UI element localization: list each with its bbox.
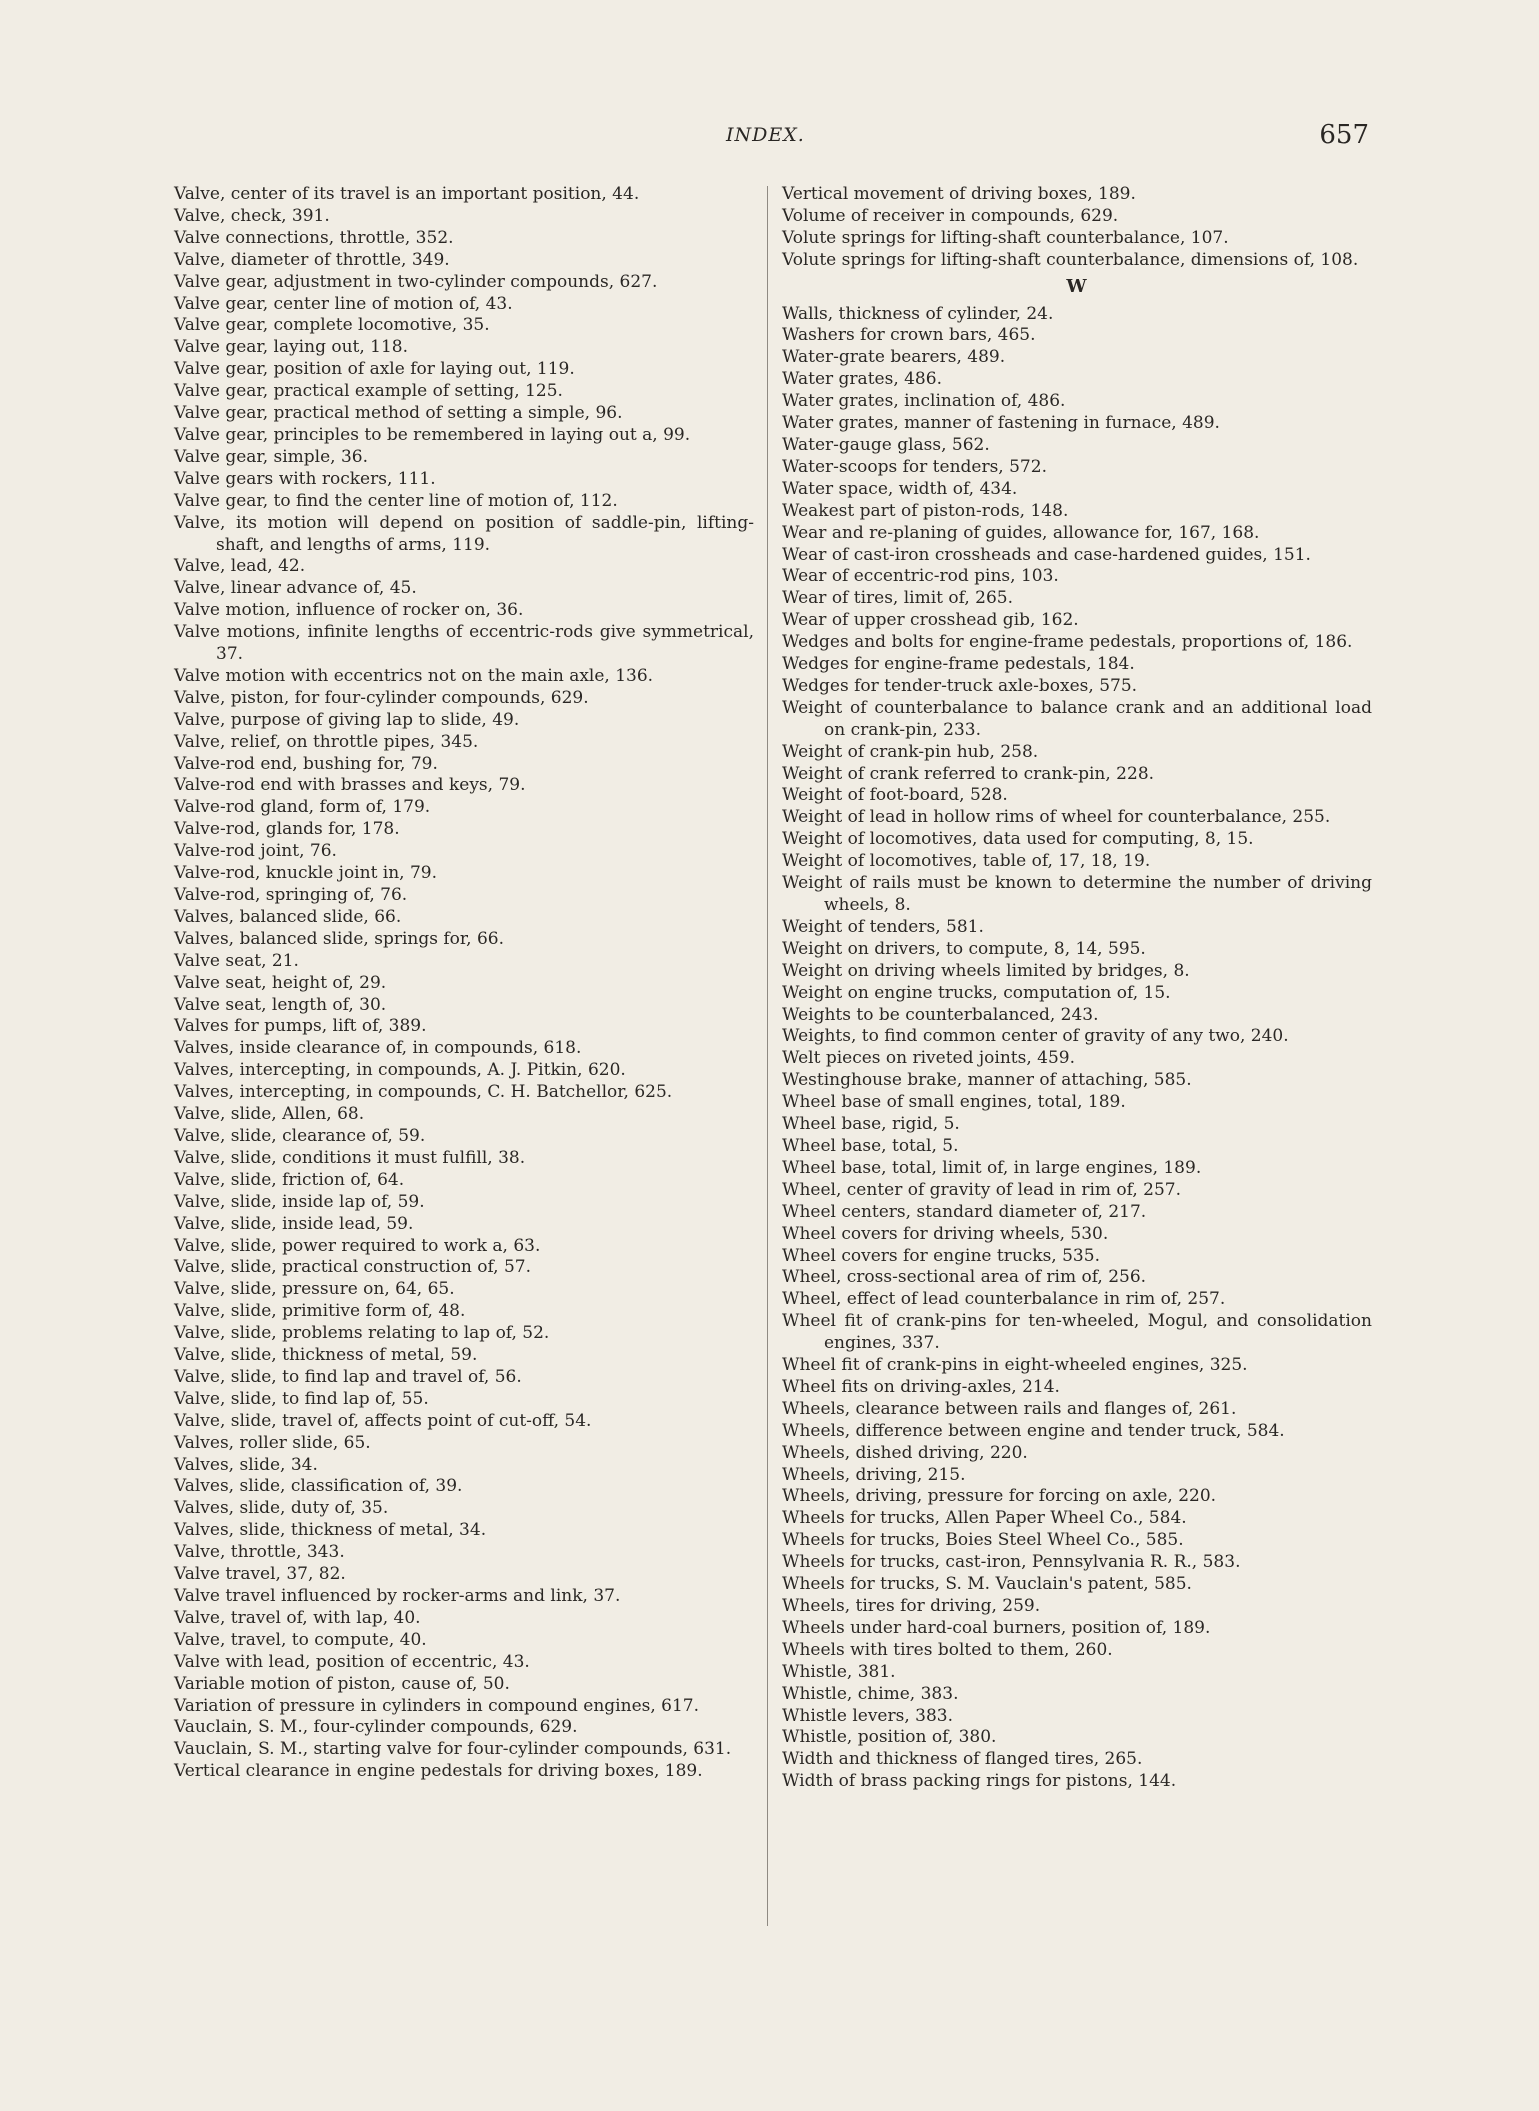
index-entry: Valve connections, throttle, 352. [174, 227, 454, 248]
index-entry: Valves, roller slide, 65. [174, 1432, 371, 1453]
index-entry: Vertical clearance in engine pedestals for driving boxes, 189. [174, 1761, 703, 1782]
index-entry: Wedges for tender-truck axle-boxes, 575. [782, 675, 1138, 696]
index-entry: Weights, to find common center of gravity of any two, 240. [782, 1026, 1289, 1047]
index-entry: Valve gears with rockers, 111. [174, 468, 436, 489]
index-entry: Wheels under hard-coal burners, position of, 189. [782, 1617, 1211, 1638]
index-entry: Vauclain, S. M., starting valve for four-cylinder compounds, 631. [174, 1739, 732, 1760]
page-number: 657 [1319, 120, 1369, 150]
index-entry: Wheel covers for driving wheels, 530. [782, 1223, 1109, 1244]
index-entry: Weight of counterbalance to balance crank and an additional load on crank-pin, 233. [782, 697, 1372, 740]
index-entry: Valve, diameter of throttle, 349. [174, 249, 450, 270]
index-entry: Volute springs for lifting-shaft counterbalance, dimensions of, 108. [782, 249, 1359, 270]
index-entry: Valves, intercepting, in compounds, A. J. Pitkin, 620. [174, 1060, 626, 1081]
index-entry: Valve, throttle, 343. [174, 1542, 345, 1563]
index-entry: Weight of locomotives, table of, 17, 18, 19. [782, 851, 1151, 872]
index-entry: Weight on drivers, to compute, 8, 14, 595. [782, 938, 1146, 959]
index-entry: Water grates, inclination of, 486. [782, 391, 1066, 412]
index-entry: Washers for crown bars, 465. [782, 325, 1036, 346]
index-entry: Water space, width of, 434. [782, 478, 1018, 499]
index-entry: Valve gear, practical method of setting a simple, 96. [174, 403, 623, 424]
index-entry: Valve-rod, knuckle joint in, 79. [174, 863, 438, 884]
index-entry: Valves for pumps, lift of, 389. [174, 1016, 427, 1037]
index-entry: Valves, slide, duty of, 35. [174, 1498, 389, 1519]
index-entry: Valve, relief, on throttle pipes, 345. [174, 731, 479, 752]
index-entry: Wheel base of small engines, total, 189. [782, 1092, 1126, 1113]
index-entry: Valve, slide, conditions it must fulfill, 38. [174, 1147, 526, 1168]
index-entry: Valve-rod end with brasses and keys, 79. [174, 775, 526, 796]
index-entry: Wheel, effect of lead counterbalance in rim of, 257. [782, 1289, 1226, 1310]
index-entry: Walls, thickness of cylinder, 24. [782, 303, 1054, 324]
index-entry: Valve, piston, for four-cylinder compounds, 629. [174, 687, 589, 708]
index-entry: Wheels for trucks, S. M. Vauclain's patent, 585. [782, 1574, 1192, 1595]
index-entry: Whistle, chime, 383. [782, 1683, 959, 1704]
index-entry: Weight of tenders, 581. [782, 916, 984, 937]
index-entry: Weight of crank referred to crank-pin, 228. [782, 763, 1155, 784]
index-entry: Valves, balanced slide, springs for, 66. [174, 928, 504, 949]
index-entry: Wheels, driving, 215. [782, 1464, 966, 1485]
index-entry: Valve, slide, problems relating to lap of, 52. [174, 1323, 550, 1344]
index-entry: Valve travel influenced by rocker-arms and link, 37. [174, 1586, 621, 1606]
index-entry: Wear of upper crosshead gib, 162. [782, 610, 1079, 631]
index-entry: Valve, lead, 42. [174, 556, 306, 577]
index-entry: Wheel base, total, 5. [782, 1135, 959, 1156]
index-entry: Valve with lead, position of eccentric, 43. [174, 1651, 530, 1672]
index-entry: Wheels, driving, pressure for forcing on axle, 220. [782, 1486, 1217, 1507]
index-entry: Vertical movement of driving boxes, 189. [782, 184, 1136, 204]
index-entry: Weight of locomotives, data used for computing, 8, 15. [782, 829, 1254, 850]
running-title: INDEX. [726, 124, 805, 146]
index-entry: Valve motion with eccentrics not on the main axle, 136. [174, 665, 654, 686]
index-entry: Weight on engine trucks, computation of, 15. [782, 982, 1171, 1003]
index-entry: Water grates, manner of fastening in furnace, 489. [782, 413, 1220, 434]
index-entry: Valve, slide, inside lap of, 59. [174, 1191, 425, 1212]
index-entry: Valve-rod, springing of, 76. [174, 885, 408, 905]
index-column-left [174, 184, 754, 1783]
index-entry: Weights to be counterbalanced, 243. [782, 1004, 1099, 1025]
index-entry: Wear of cast-iron crossheads and case-hardened guides, 151. [782, 544, 1311, 565]
index-entry: Weight of foot-board, 528. [782, 785, 1008, 806]
index-entry: Valve, its motion will depend on position of saddle-pin, lifting-shaft, and lengths of arms, 119. [174, 512, 754, 555]
index-group-w [782, 304, 1372, 1794]
index-entry: Valve motions, infinite lengths of eccentric-rods give symmetrical, 37. [174, 622, 754, 665]
index-entry: Valve gear, laying out, 118. [174, 337, 409, 358]
index-entry: Wheel fit of crank-pins for ten-wheeled, Mogul, and consolidation engines, 337. [782, 1311, 1372, 1354]
index-entry: Wheels for trucks, Allen Paper Wheel Co., 584. [782, 1508, 1187, 1529]
index-entry: Valve gear, complete locomotive, 35. [174, 315, 490, 336]
index-entry: Valve, slide, pressure on, 64, 65. [174, 1279, 455, 1300]
index-entry: Vauclain, S. M., four-cylinder compounds, 629. [174, 1717, 578, 1738]
index-entry: Weight of lead in hollow rims of wheel for counterbalance, 255. [782, 807, 1331, 828]
index-entry: Wheel base, total, limit of, in large engines, 189. [782, 1157, 1202, 1178]
index-entry: Valve, slide, Allen, 68. [174, 1104, 365, 1125]
index-entry: Valve-rod, glands for, 178. [174, 819, 400, 840]
index-entry: Wheels, clearance between rails and flanges of, 261. [782, 1398, 1237, 1419]
index-entry: Wheel fits on driving-axles, 214. [782, 1376, 1060, 1397]
index-group-v [782, 184, 1372, 272]
index-entry: Wheel fit of crank-pins in eight-wheeled engines, 325. [782, 1355, 1248, 1376]
index-entry: Valve travel, 37, 82. [174, 1564, 346, 1585]
index-entry: Wear of eccentric-rod pins, 103. [782, 566, 1059, 587]
index-entry: Wheel covers for engine trucks, 535. [782, 1245, 1100, 1266]
column-divider [767, 186, 768, 1926]
index-entry: Wheels, difference between engine and tender truck, 584. [782, 1420, 1285, 1441]
index-entry: Valve seat, 21. [174, 950, 299, 971]
index-entry: Valve gear, simple, 36. [174, 446, 369, 467]
index-entry: Valves, intercepting, in compounds, C. H. Batchellor, 625. [174, 1082, 673, 1103]
index-entry: Valve, slide, to find lap and travel of, 56. [174, 1366, 522, 1387]
index-entry: Valve, center of its travel is an important position, 44. [174, 184, 640, 204]
page-header [0, 120, 1539, 164]
index-entry: Valves, slide, thickness of metal, 34. [174, 1520, 487, 1541]
index-entry: Valve seat, length of, 30. [174, 994, 387, 1015]
index-entry: Variation of pressure in cylinders in compound engines, 617. [174, 1695, 700, 1716]
index-entry: Wedges and bolts for engine-frame pedestals, proportions of, 186. [782, 632, 1353, 653]
index-entry: Valve-rod end, bushing for, 79. [174, 753, 438, 774]
index-entry: Valve gear, adjustment in two-cylinder compounds, 627. [174, 271, 658, 292]
index-entry: Valve, purpose of giving lap to slide, 49. [174, 709, 520, 730]
index-entry: Volute springs for lifting-shaft counterbalance, 107. [782, 227, 1229, 248]
index-entry: Valve gear, practical example of setting, 125. [174, 381, 563, 402]
section-letter-heading: W [1066, 275, 1088, 297]
index-entry: Valve, slide, to find lap of, 55. [174, 1388, 429, 1409]
index-entry: Wheels, dished driving, 220. [782, 1442, 1028, 1463]
index-entry: Valve, linear advance of, 45. [174, 578, 417, 599]
index-entry: Valves, slide, classification of, 39. [174, 1476, 463, 1497]
index-entry: Welt pieces on riveted joints, 459. [782, 1048, 1076, 1069]
index-entry: Valve-rod gland, form of, 179. [174, 797, 431, 818]
index-entry: Valve, travel of, with lap, 40. [174, 1607, 421, 1628]
index-entry: Valves, balanced slide, 66. [174, 906, 402, 927]
index-entry: Water-grate bearers, 489. [782, 347, 1006, 368]
index-entry: Valves, slide, 34. [174, 1454, 318, 1475]
index-entry: Whistle levers, 383. [782, 1705, 953, 1726]
index-entry: Valve, slide, friction of, 64. [174, 1169, 405, 1190]
index-entry: Valve gear, principles to be remembered in laying out a, 99. [174, 424, 691, 445]
index-entry: Weight on driving wheels limited by bridges, 8. [782, 960, 1190, 981]
index-entry: Valve, slide, practical construction of, 57. [174, 1257, 532, 1278]
index-entry: Westinghouse brake, manner of attaching, 585. [782, 1070, 1192, 1091]
index-entry: Volume of receiver in compounds, 629. [782, 205, 1119, 226]
index-entry: Wheel, center of gravity of lead in rim of, 257. [782, 1179, 1182, 1200]
index-entry: Valve gear, to find the center line of motion of, 112. [174, 490, 618, 511]
index-entry: Width of brass packing rings for pistons, 144. [782, 1771, 1177, 1792]
index-entry: Valve, slide, power required to work a, 63. [174, 1235, 541, 1256]
index-entry: Valves, inside clearance of, in compounds, 618. [174, 1038, 582, 1059]
index-entry: Valve, slide, primitive form of, 48. [174, 1301, 466, 1322]
index-entry: Weight of crank-pin hub, 258. [782, 741, 1039, 762]
index-entry: Valve, slide, inside lead, 59. [174, 1213, 414, 1234]
index-entry: Valve, slide, clearance of, 59. [174, 1125, 426, 1146]
index-entry: Valve gear, position of axle for laying out, 119. [174, 359, 575, 380]
index-entry: Width and thickness of flanged tires, 265. [782, 1749, 1143, 1770]
index-entry: Wheel base, rigid, 5. [782, 1114, 960, 1135]
index-entry: Wear and re-planing of guides, allowance for, 167, 168. [782, 522, 1260, 543]
index-entry: Valve-rod joint, 76. [174, 841, 337, 862]
index-entry: Wheels, tires for driving, 259. [782, 1596, 1041, 1616]
index-entry: Wedges for engine-frame pedestals, 184. [782, 654, 1135, 675]
index-entry: Valve, check, 391. [174, 205, 330, 226]
index-entry: Water-scoops for tenders, 572. [782, 456, 1047, 477]
index-entry: Wear of tires, limit of, 265. [782, 588, 1013, 609]
index-column-right [782, 184, 1372, 1793]
index-entry: Water grates, 486. [782, 369, 942, 390]
index-entry: Wheels with tires bolted to them, 260. [782, 1639, 1113, 1660]
index-entry: Wheel centers, standard diameter of, 217. [782, 1201, 1147, 1222]
index-entry: Whistle, position of, 380. [782, 1727, 997, 1748]
index-entry: Wheels for trucks, cast-iron, Pennsylvania R. R., 583. [782, 1552, 1241, 1573]
index-entry: Variable motion of piston, cause of, 50. [174, 1673, 510, 1694]
index-entry: Water-gauge glass, 562. [782, 434, 990, 455]
index-entry: Weight of rails must be known to determine the number of driving wheels, 8. [782, 873, 1372, 915]
index-entry: Wheel, cross-sectional area of rim of, 256. [782, 1267, 1147, 1288]
index-entry: Valve seat, height of, 29. [174, 972, 387, 993]
index-entry: Valve, slide, thickness of metal, 59. [174, 1345, 478, 1366]
index-entry: Wheels for trucks, Boies Steel Wheel Co., 585. [782, 1530, 1184, 1551]
index-entry: Weakest part of piston-rods, 148. [782, 500, 1069, 521]
index-entry: Valve gear, center line of motion of, 43. [174, 293, 513, 314]
index-entry: Valve, slide, travel of, affects point of cut-off, 54. [174, 1410, 592, 1431]
index-entry: Whistle, 381. [782, 1661, 896, 1682]
index-entry: Valve motion, influence of rocker on, 36. [174, 600, 524, 621]
index-entry: Valve, travel, to compute, 40. [174, 1629, 427, 1650]
